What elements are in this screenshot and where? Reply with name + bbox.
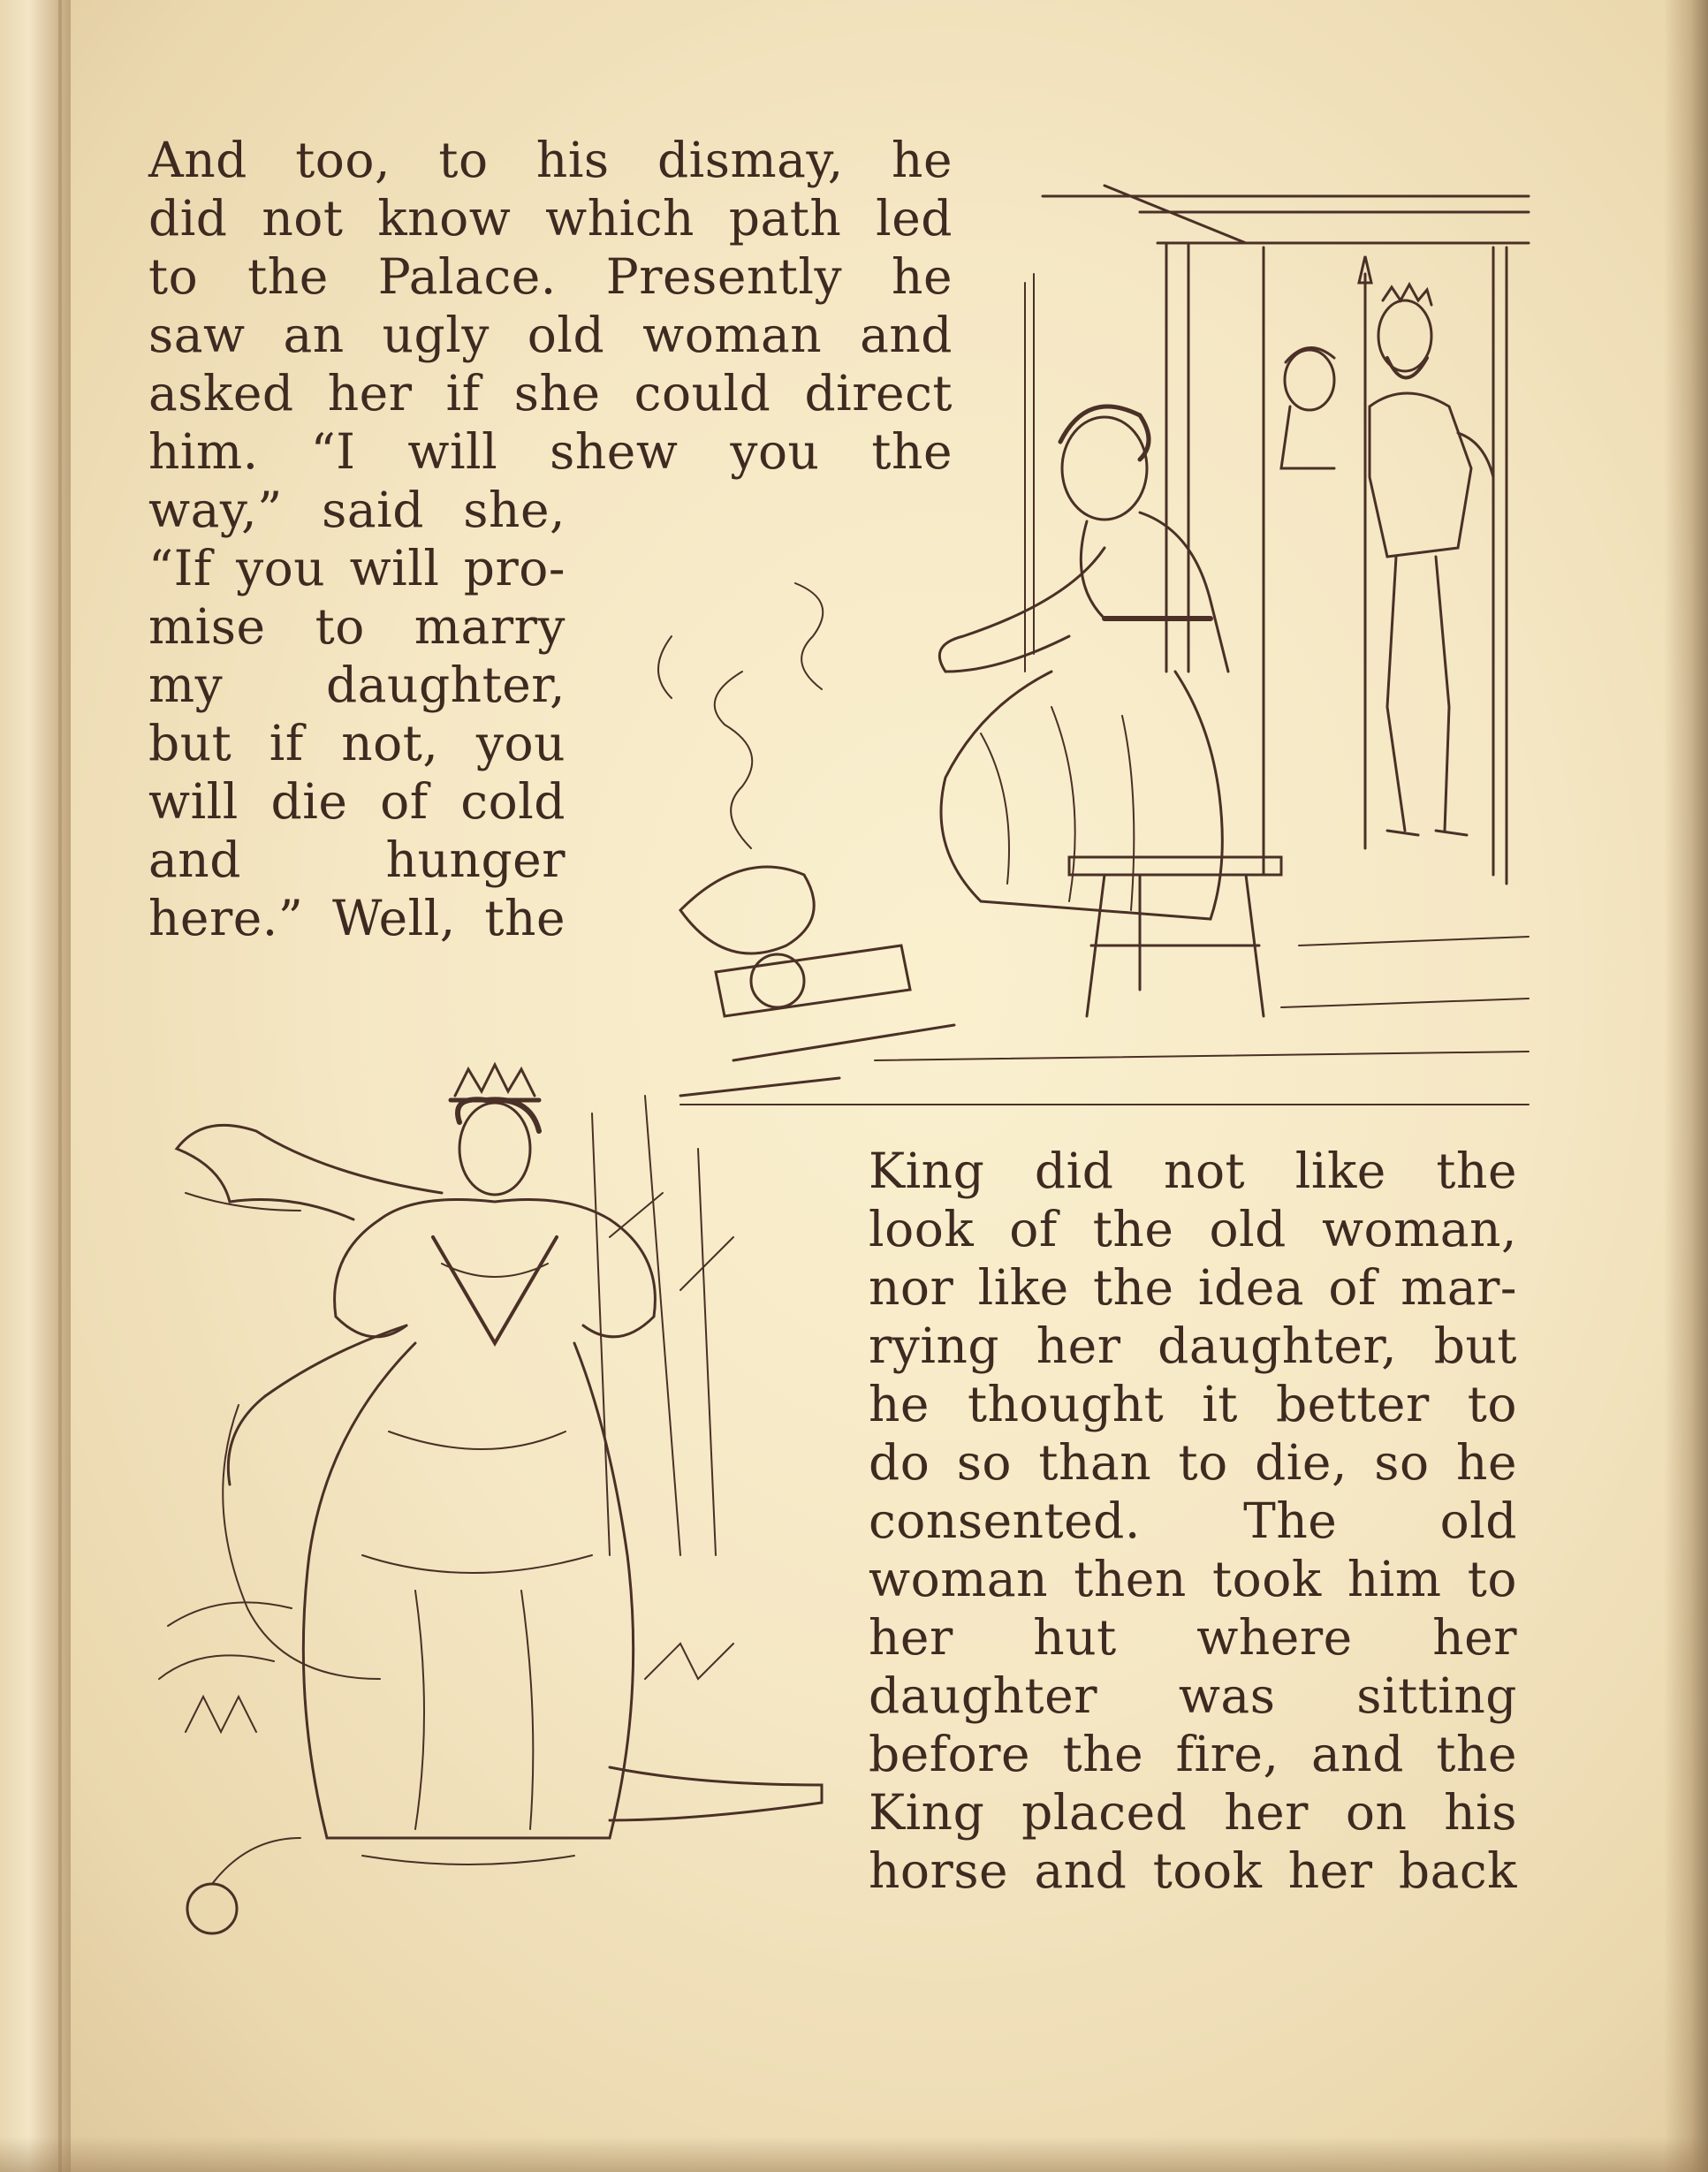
text-line: to the Palace. Presently he — [148, 248, 953, 305]
text-line: he thought it better to — [869, 1376, 1517, 1432]
text-line: her hut where her — [869, 1609, 1517, 1666]
paragraph-narrow — [148, 539, 566, 947]
text-line: saw an ugly old woman and — [148, 307, 953, 363]
text-line: nor like the idea of mar- — [869, 1259, 1517, 1316]
text-line: woman then took him to — [869, 1551, 1517, 1607]
text-line: before the fire, and the — [869, 1726, 1517, 1782]
text-line: And too, to his dismay, he — [148, 132, 953, 188]
text-line: look of the old woman, — [869, 1201, 1517, 1257]
illustration-princess — [150, 1060, 857, 1944]
page-edge-shadow — [1664, 0, 1708, 2172]
paragraph-bottom — [869, 1142, 1517, 1900]
text-line: horse and took her back — [869, 1842, 1517, 1899]
text-line: King placed her on his — [869, 1784, 1517, 1841]
text-line: do so than to die, so he — [869, 1434, 1517, 1491]
illustration-hut-scene — [610, 177, 1555, 1113]
text-line: my daughter, — [148, 657, 566, 713]
page-bottom-shadow — [0, 2137, 1708, 2172]
text-line: daughter was sitting — [869, 1667, 1517, 1724]
text-line: “If you will pro- — [148, 540, 566, 596]
text-line: but if not, you — [148, 715, 566, 771]
text-line: asked her if she could direct — [148, 365, 953, 421]
text-line: way,” said she, — [148, 482, 566, 538]
page-fold-line — [58, 0, 62, 2172]
text-line: and hunger — [148, 832, 566, 888]
text-line: King did not like the — [869, 1143, 1517, 1199]
text-line: will die of cold — [148, 773, 566, 830]
text-line: him. “I will shew you the — [148, 423, 953, 480]
text-line: did not know which path led — [148, 190, 953, 247]
text-line: consented. The old — [869, 1492, 1517, 1549]
text-line: rying her daughter, but — [869, 1318, 1517, 1374]
text-line: here.” Well, the — [148, 890, 566, 946]
text-line: mise to marry — [148, 598, 566, 655]
